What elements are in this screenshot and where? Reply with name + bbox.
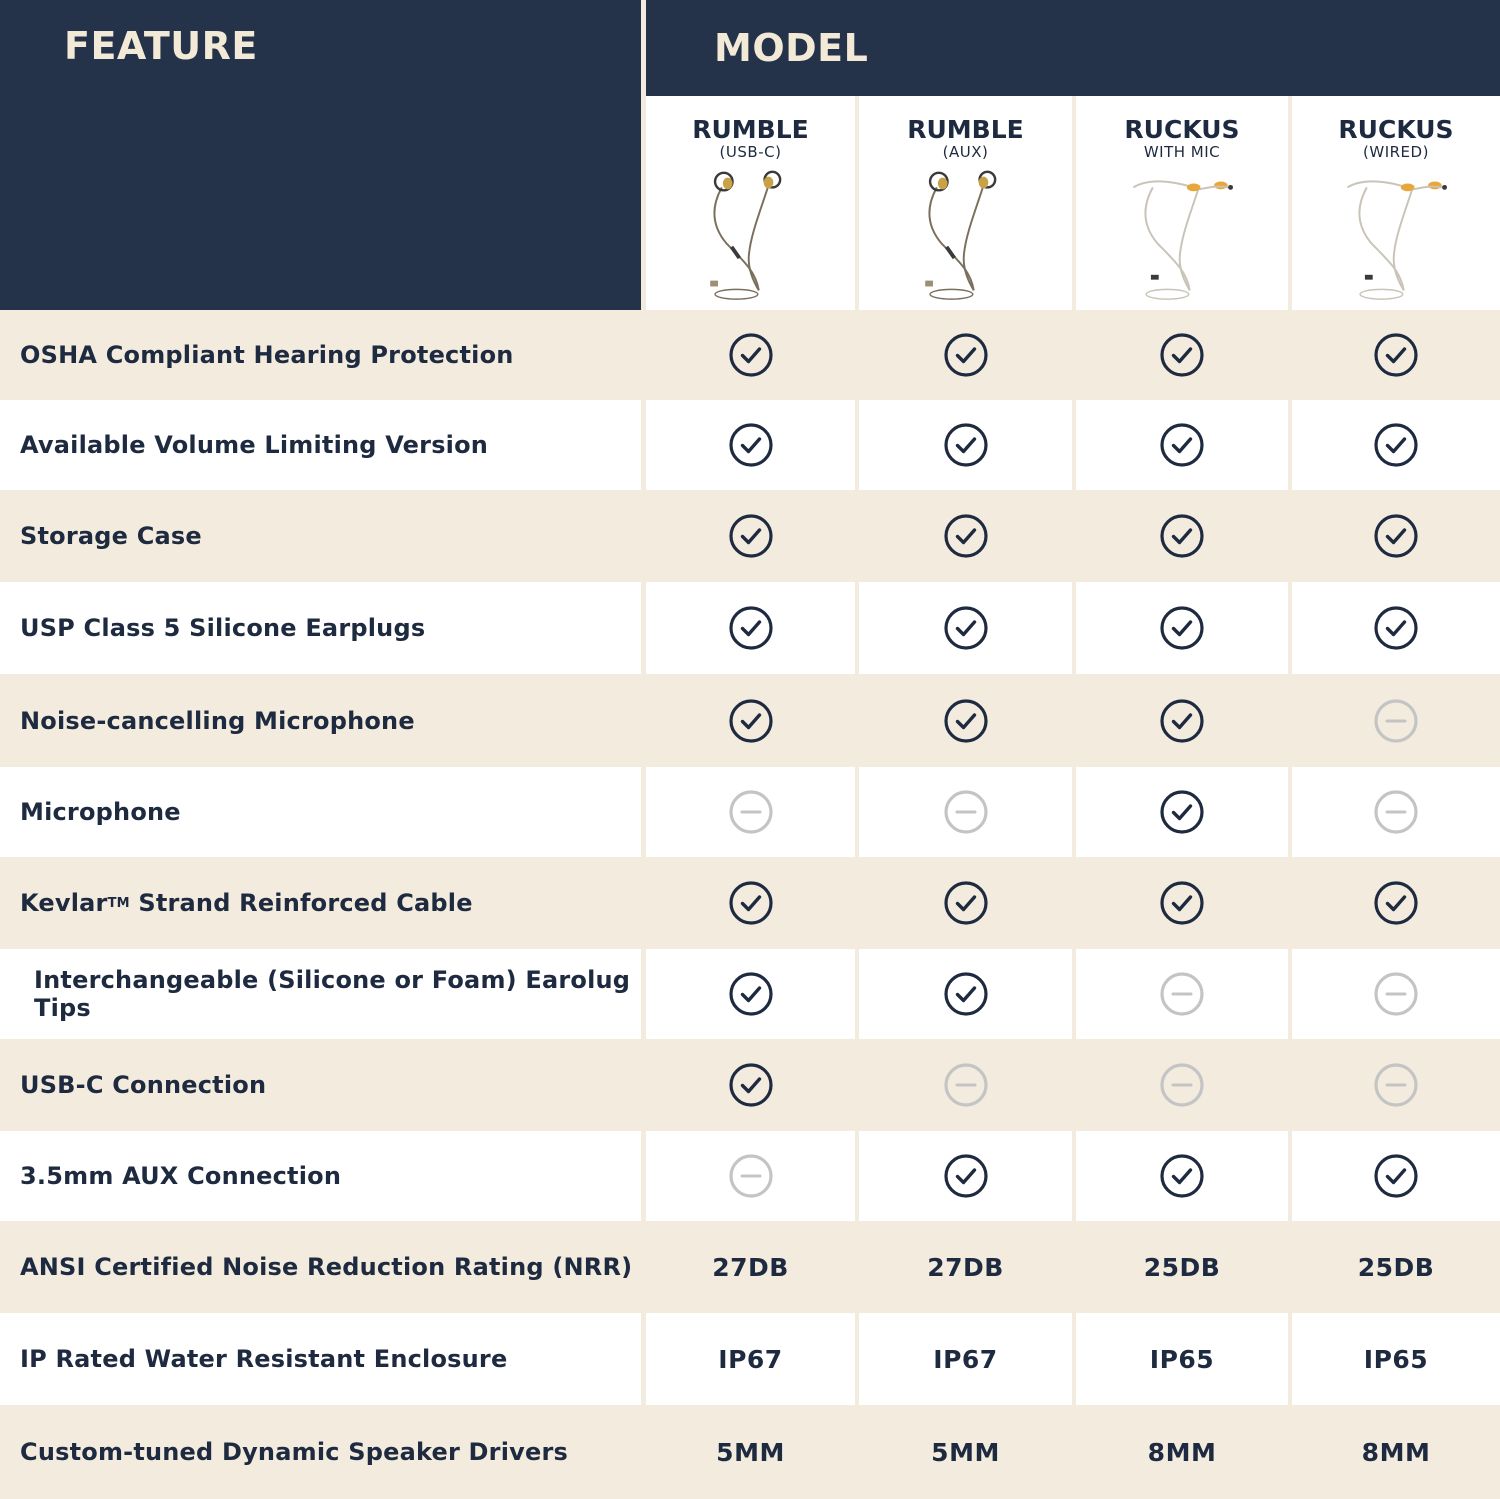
feature-label-text: Storage Case	[20, 522, 202, 550]
feature-label	[0, 857, 641, 949]
value-cell	[646, 1221, 859, 1313]
spec-value: 8MM	[1147, 1437, 1217, 1467]
value-cell	[1292, 1405, 1500, 1499]
value-cell	[646, 1131, 859, 1221]
spec-value: IP65	[1363, 1344, 1429, 1374]
model-variant: (AUX)	[942, 143, 989, 161]
minus-circle-icon	[728, 1153, 774, 1199]
value-cell	[1076, 310, 1292, 400]
feature-header	[0, 0, 641, 310]
check-circle-icon	[1373, 513, 1419, 559]
value-cell	[1076, 767, 1292, 857]
value-cell	[646, 949, 859, 1039]
feature-label-text: Kevlar	[20, 889, 108, 917]
value-cell	[859, 582, 1076, 674]
value-cell	[1292, 400, 1500, 490]
spec-value: 5MM	[931, 1437, 1000, 1467]
earbuds-image	[1336, 166, 1456, 302]
table-row	[0, 490, 1500, 582]
check-circle-icon	[1159, 789, 1205, 835]
model-name: RUMBLE	[692, 115, 809, 144]
feature-label	[0, 490, 641, 582]
value-cell	[646, 857, 859, 949]
feature-label-rest: Strand Reinforced Cable	[129, 889, 473, 917]
value-cell	[1292, 1131, 1500, 1221]
check-circle-icon	[943, 332, 989, 378]
feature-label-text: Noise-cancelling Microphone	[20, 706, 415, 735]
spec-value: 25DB	[1357, 1252, 1435, 1282]
spec-value: 27DB	[712, 1252, 789, 1282]
table-row	[0, 1221, 1500, 1313]
earbuds-image	[1122, 166, 1242, 302]
value-cell	[1076, 1131, 1292, 1221]
value-cell	[859, 490, 1076, 582]
table-row	[0, 1313, 1500, 1405]
model-name: RUCKUS	[1124, 115, 1240, 144]
check-circle-icon	[728, 698, 774, 744]
trademark-mark: TM	[107, 895, 130, 911]
value-cell	[646, 767, 859, 857]
check-circle-icon	[943, 513, 989, 559]
table-row	[0, 1405, 1500, 1499]
table-row	[0, 1039, 1500, 1131]
check-circle-icon	[1159, 422, 1205, 468]
earbuds-image	[691, 166, 811, 302]
spec-value: IP67	[933, 1344, 998, 1374]
check-circle-icon	[943, 971, 989, 1017]
feature-label	[0, 1405, 641, 1499]
feature-label	[0, 767, 641, 857]
value-cell	[1292, 582, 1500, 674]
table-row	[0, 949, 1500, 1039]
value-cell	[1292, 1039, 1500, 1131]
table-row	[0, 674, 1500, 767]
spec-value: 27DB	[927, 1252, 1004, 1282]
feature-label	[0, 310, 641, 400]
minus-circle-icon	[1373, 971, 1419, 1017]
model-variant: (USB-C)	[719, 143, 782, 161]
model-column-2	[859, 96, 1076, 310]
value-cell	[1076, 949, 1292, 1039]
check-circle-icon	[1373, 332, 1419, 378]
value-cell	[1292, 767, 1500, 857]
model-variant: (WIRED)	[1363, 143, 1429, 161]
value-cell	[859, 949, 1076, 1039]
value-cell	[1076, 1039, 1292, 1131]
value-cell	[646, 1405, 859, 1499]
check-circle-icon	[1373, 880, 1419, 926]
model-columns	[646, 96, 1500, 310]
check-circle-icon	[728, 605, 774, 651]
minus-circle-icon	[1373, 698, 1419, 744]
value-cell	[1292, 674, 1500, 767]
check-circle-icon	[1159, 513, 1205, 559]
value-cell	[859, 1221, 1076, 1313]
model-column-1	[646, 96, 859, 310]
model-column-3	[1076, 96, 1292, 310]
check-circle-icon	[1159, 880, 1205, 926]
check-circle-icon	[728, 422, 774, 468]
value-cell	[1076, 400, 1292, 490]
value-cell	[1076, 857, 1292, 949]
feature-label-text: Available Volume Limiting Version	[20, 431, 489, 459]
table-row	[0, 767, 1500, 857]
feature-label	[0, 1039, 641, 1131]
feature-label-text: OSHA Compliant Hearing Protection	[20, 341, 514, 369]
model-name: RUMBLE	[907, 115, 1024, 144]
table-row	[0, 857, 1500, 949]
value-cell	[1076, 1313, 1292, 1405]
value-cell	[1076, 490, 1292, 582]
minus-circle-icon	[943, 789, 989, 835]
spec-value: 5MM	[716, 1437, 785, 1467]
minus-circle-icon	[1373, 789, 1419, 835]
value-cell	[859, 674, 1076, 767]
check-circle-icon	[728, 332, 774, 378]
value-cell	[646, 1039, 859, 1131]
value-cell	[859, 1405, 1076, 1499]
check-circle-icon	[728, 1062, 774, 1108]
value-cell	[646, 310, 859, 400]
feature-label-text: 3.5mm AUX Connection	[20, 1162, 342, 1190]
value-cell	[1292, 490, 1500, 582]
value-cell	[1292, 857, 1500, 949]
check-circle-icon	[728, 971, 774, 1017]
check-circle-icon	[1159, 332, 1205, 378]
check-circle-icon	[728, 880, 774, 926]
minus-circle-icon	[1159, 971, 1205, 1017]
feature-label	[0, 400, 641, 490]
feature-label	[0, 674, 641, 767]
check-circle-icon	[1159, 1153, 1205, 1199]
feature-label	[0, 949, 641, 1039]
check-circle-icon	[728, 513, 774, 559]
minus-circle-icon	[1159, 1062, 1205, 1108]
feature-label	[0, 1313, 641, 1405]
check-circle-icon	[943, 880, 989, 926]
minus-circle-icon	[1373, 1062, 1419, 1108]
feature-label-text: Interchangeable (Silicone or Foam) Earolug Tips	[34, 966, 631, 1022]
check-circle-icon	[943, 422, 989, 468]
value-cell	[1076, 1405, 1292, 1499]
feature-label-text: Custom-tuned Dynamic Speaker Drivers	[20, 1438, 568, 1466]
feature-label-text: USP Class 5 Silicone Earplugs	[20, 614, 426, 642]
check-circle-icon	[943, 698, 989, 744]
earbuds-image	[906, 166, 1026, 302]
value-cell	[646, 400, 859, 490]
value-cell	[859, 1131, 1076, 1221]
value-cell	[859, 310, 1076, 400]
value-cell	[1076, 1221, 1292, 1313]
model-header	[646, 0, 1500, 96]
value-cell	[859, 400, 1076, 490]
check-circle-icon	[943, 1153, 989, 1199]
value-cell	[859, 1039, 1076, 1131]
spec-value: IP67	[718, 1344, 783, 1374]
value-cell	[859, 1313, 1076, 1405]
feature-header-label: FEATURE	[64, 24, 258, 68]
model-variant: WITH MIC	[1143, 143, 1221, 161]
table-row	[0, 1131, 1500, 1221]
value-cell	[859, 767, 1076, 857]
check-circle-icon	[1373, 1153, 1419, 1199]
value-cell	[859, 857, 1076, 949]
check-circle-icon	[1373, 422, 1419, 468]
feature-label	[0, 582, 641, 674]
value-cell	[1076, 674, 1292, 767]
model-name: RUCKUS	[1338, 115, 1454, 144]
value-cell	[646, 674, 859, 767]
feature-label-text: USB-C Connection	[20, 1071, 267, 1099]
model-header-label: MODEL	[714, 26, 869, 70]
model-column-4	[1292, 96, 1500, 310]
minus-circle-icon	[728, 789, 774, 835]
table-row	[0, 310, 1500, 400]
spec-value: 8MM	[1361, 1437, 1431, 1467]
check-circle-icon	[1159, 605, 1205, 651]
feature-label	[0, 1221, 641, 1313]
value-cell	[1292, 1221, 1500, 1313]
value-cell	[1076, 582, 1292, 674]
value-cell	[1292, 310, 1500, 400]
spec-value: IP65	[1149, 1344, 1215, 1374]
spec-value: 25DB	[1143, 1252, 1221, 1282]
feature-label-text: Microphone	[20, 798, 181, 826]
value-cell	[1292, 949, 1500, 1039]
feature-label-text: ANSI Certified Noise Reduction Rating (NRR)	[20, 1253, 633, 1281]
feature-label	[0, 1131, 641, 1221]
value-cell	[646, 1313, 859, 1405]
value-cell	[646, 582, 859, 674]
minus-circle-icon	[943, 1062, 989, 1108]
table-row	[0, 582, 1500, 674]
check-circle-icon	[943, 605, 989, 651]
value-cell	[646, 490, 859, 582]
check-circle-icon	[1159, 698, 1205, 744]
table-row	[0, 400, 1500, 490]
value-cell	[1292, 1313, 1500, 1405]
check-circle-icon	[1373, 605, 1419, 651]
feature-label-text: IP Rated Water Resistant Enclosure	[20, 1345, 508, 1373]
